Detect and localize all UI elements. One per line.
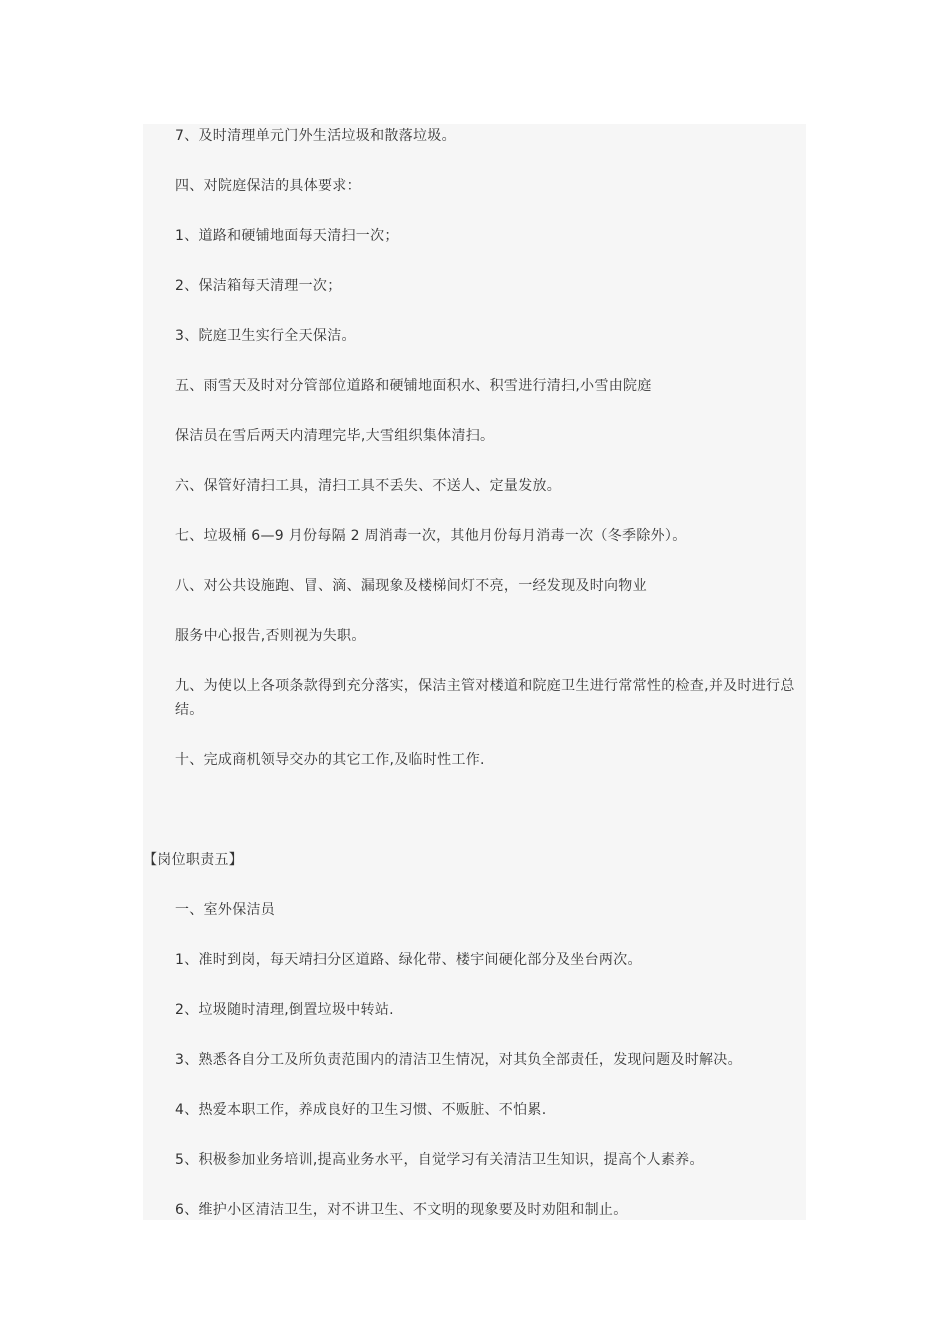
duty-item-6: 6、维护小区清洁卫生，对不讲卫生、不文明的现象要及时劝阻和制止。 (175, 1202, 628, 1218)
section-five-line-1: 五、雨雪天及时对分管部位道路和硬铺地面积水、积雪进行清扫,小雪由院庭 (175, 378, 652, 394)
section-six: 六、保管好清扫工具，清扫工具不丢失、不送人、定量发放。 (175, 478, 562, 494)
section-eight-line-2: 服务中心报告,否则视为失职。 (175, 628, 366, 644)
section-five-line-2: 保洁员在雪后两天内清理完毕,大雪组织集体清扫。 (175, 428, 495, 444)
paragraph-item-7: 7、及时清理单元门外生活垃圾和散落垃圾。 (175, 128, 456, 144)
paragraph-item-2: 2、保洁箱每天清理一次； (175, 278, 342, 294)
section-title-duty-five: 【岗位职责五】 (143, 852, 244, 868)
paragraph-item-3: 3、院庭卫生实行全天保洁。 (175, 328, 356, 344)
duty-item-2: 2、垃圾随时清理,倒置垃圾中转站. (175, 1002, 394, 1018)
section-eight-line-1: 八、对公共设施跑、冒、滴、漏现象及楼梯间灯不亮，一经发现及时向物业 (175, 578, 647, 594)
duty-item-3: 3、熟悉各自分工及所负责范围内的清洁卫生情况，对其负全部责任，发现问题及时解决。 (175, 1052, 742, 1068)
section-heading-four: 四、对院庭保洁的具体要求： (175, 178, 361, 194)
paragraph-item-1: 1、道路和硬铺地面每天清扫一次； (175, 228, 399, 244)
section-ten: 十、完成商机领导交办的其它工作,及临时性工作. (175, 752, 485, 768)
duty-item-4: 4、热爱本职工作，养成良好的卫生习惯、不贩脏、不怕累. (175, 1102, 547, 1118)
duty-item-1: 1、准时到岗，每天靖扫分区道路、绿化带、楼宇间硬化部分及坐台两次。 (175, 952, 642, 968)
section-seven: 七、垃圾桶 6—9 月份每隔 2 周消毒一次，其他月份每月消毒一次（冬季除外）。 (175, 528, 687, 544)
duty-item-5: 5、积极参加业务培训,提高业务水平，自觉学习有关清洁卫生知识，提高个人素养。 (175, 1152, 704, 1168)
section-nine: 九、为使以上各项条款得到充分落实，保洁主管对楼道和院庭卫生进行常常性的检查,并及时进行总结。 (175, 678, 795, 718)
subsection-outdoor-cleaner: 一、室外保洁员 (175, 902, 276, 918)
